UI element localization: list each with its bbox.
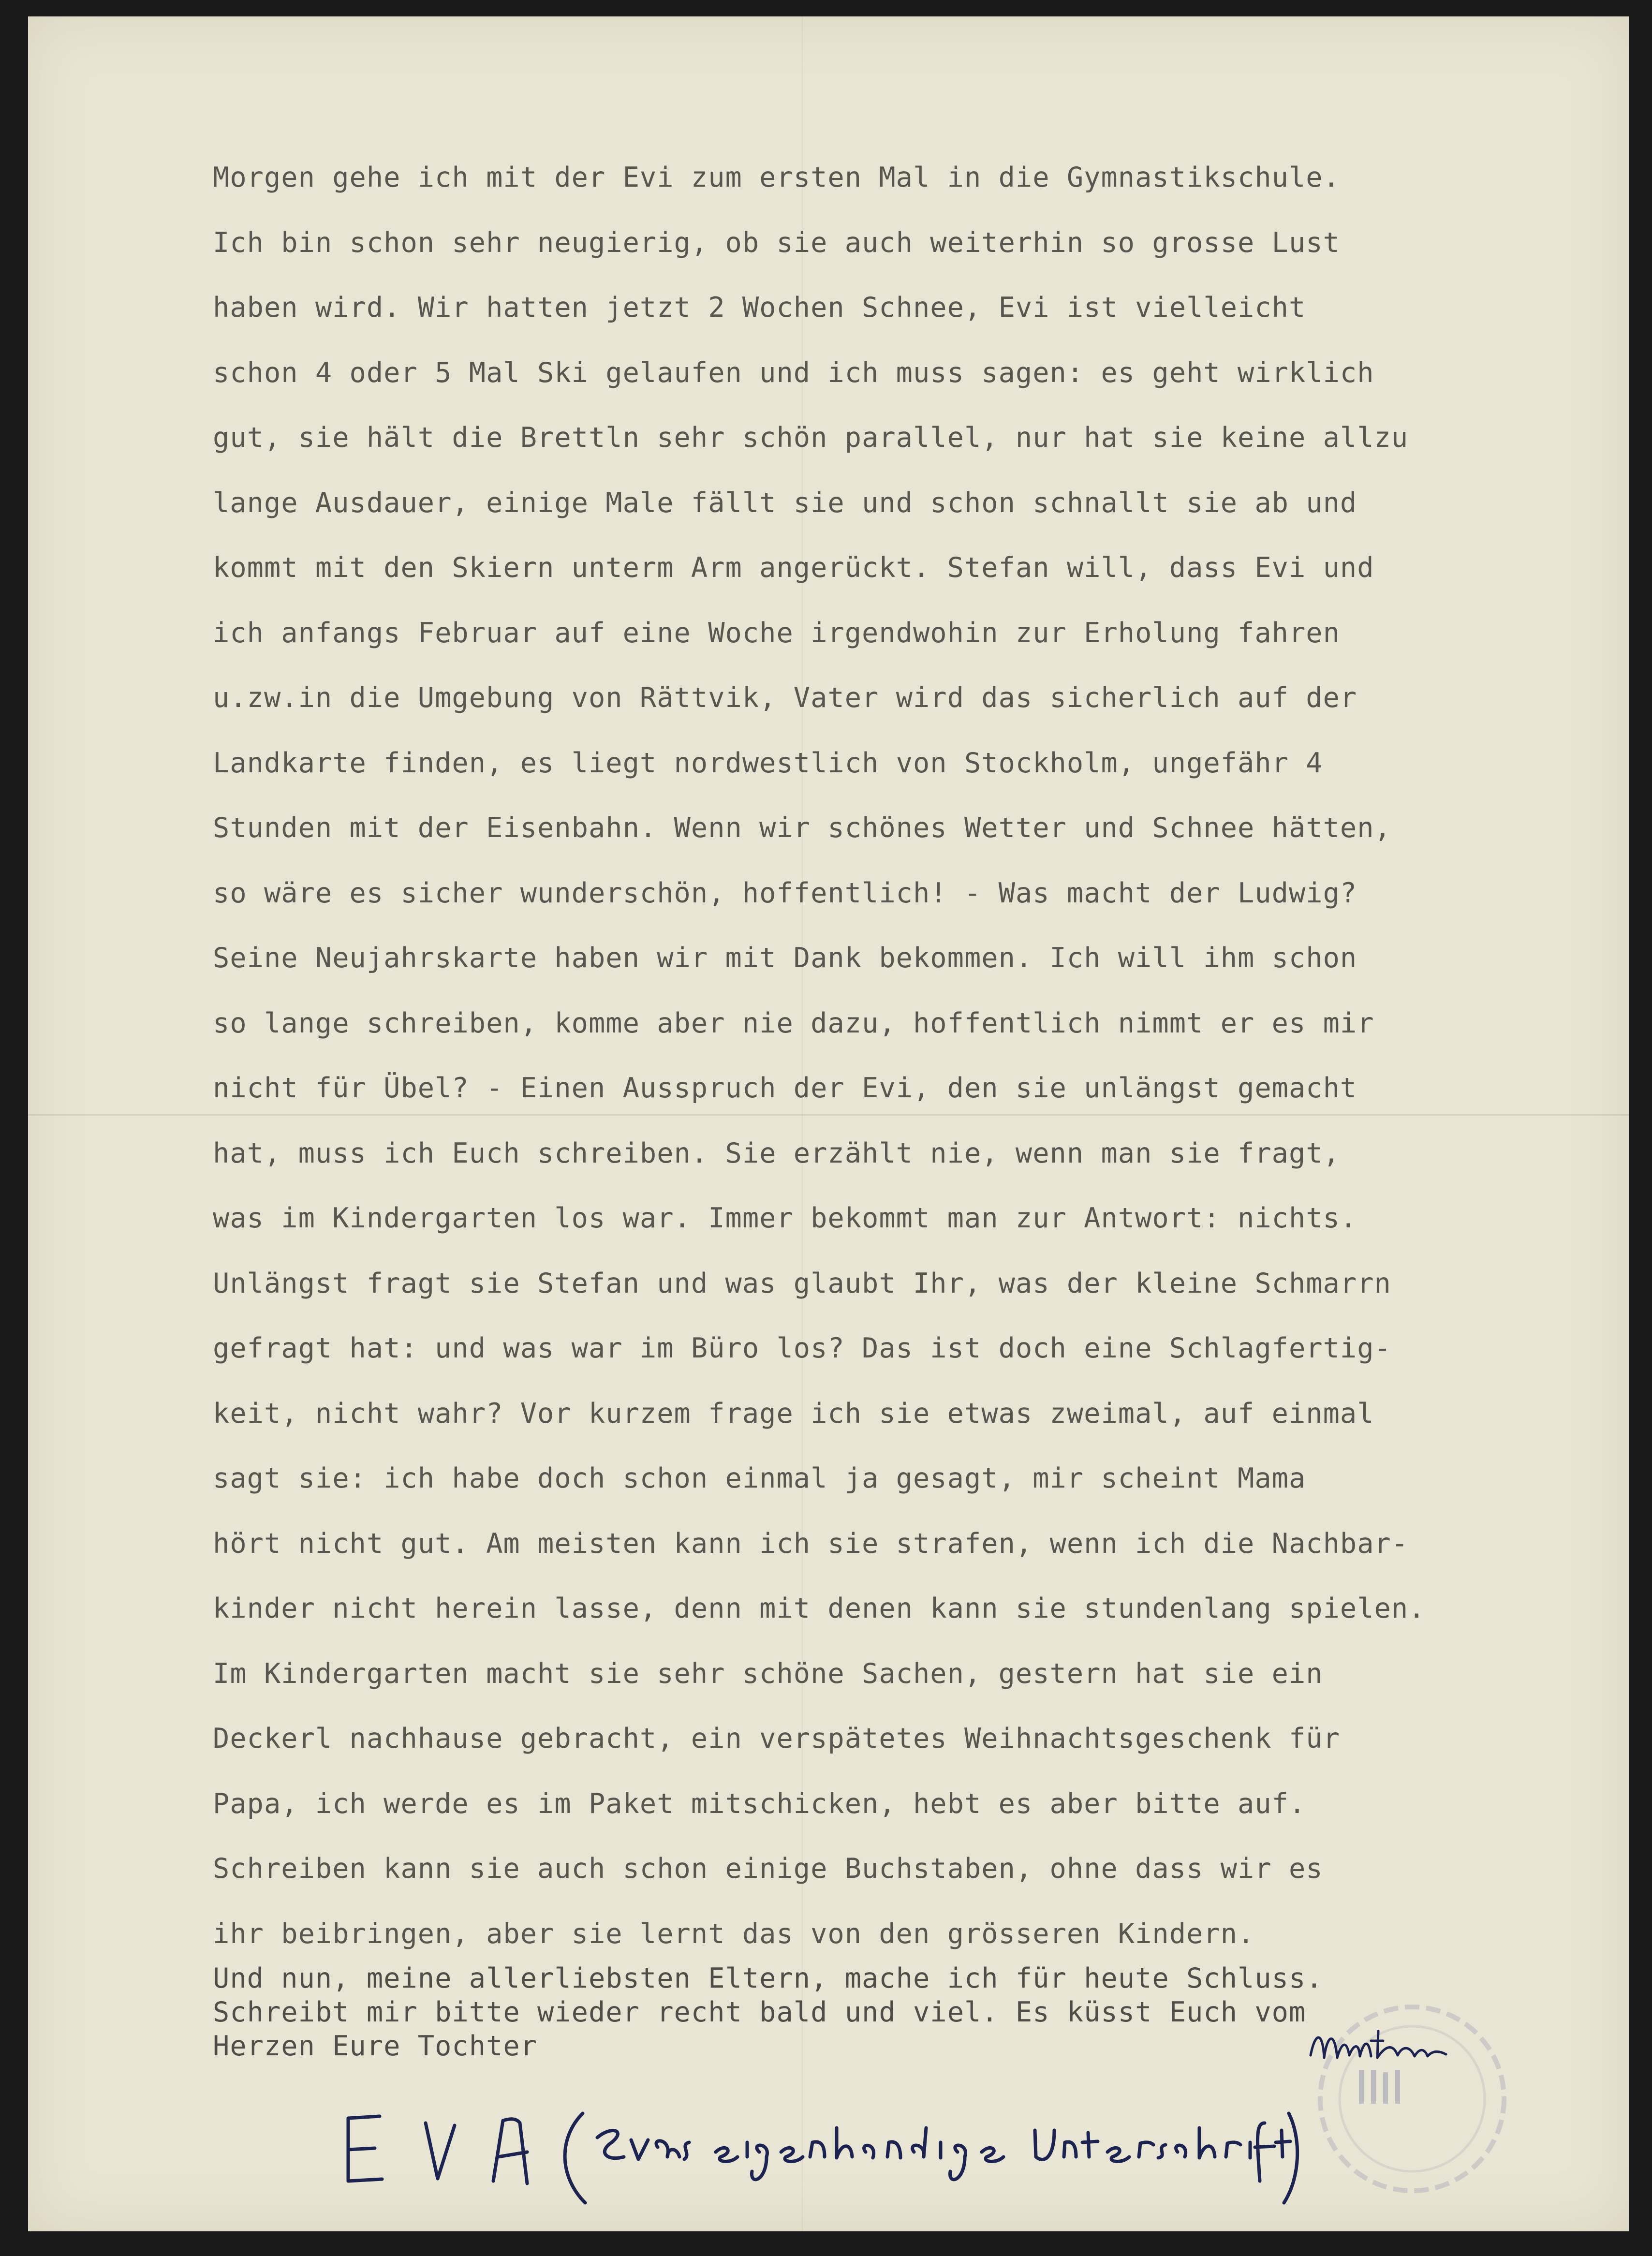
letter-line: kinder nicht herein lasse, denn mit denen kann sie stundenlang spielen. — [213, 1592, 1426, 1624]
letter-line: was im Kindergarten los war. Immer bekommt man zur Antwort: nichts. — [213, 1202, 1357, 1234]
letter-line: Deckerl nachhause gebracht, ein verspätetes Weihnachtsgeschenk für — [213, 1723, 1340, 1755]
letter-line: lange Ausdauer, einige Male fällt sie und schon schnallt sie ab und — [213, 487, 1357, 519]
letter-line: Im Kindergarten macht sie sehr schöne Sachen, gestern hat sie ein — [213, 1657, 1323, 1690]
letter-line: kommt mit den Skiern unterm Arm angerückt. Stefan will, dass Evi und — [213, 552, 1374, 584]
letter-line: Landkarte finden, es liegt nordwestlich von Stockholm, ungefähr 4 — [213, 747, 1323, 779]
letter-line: sagt sie: ich habe doch schon einmal ja gesagt, mir scheint Mama — [213, 1462, 1306, 1494]
letter-line: nicht für Übel? - Einen Ausspruch der Evi, den sie unlängst gemacht — [213, 1072, 1357, 1104]
archive-stamp — [1286, 1973, 1519, 2205]
letter-line: Seine Neujahrskarte haben wir mit Dank bekommen. Ich will ihm schon — [213, 942, 1357, 974]
handwritten-note — [334, 2084, 1301, 2210]
closing-line: Schreibt mir bitte wieder recht bald und viel. Es küsst Euch vom — [213, 1996, 1306, 2028]
letter-line: Schreiben kann sie auch schon einige Buchstaben, ohne dass wir es — [213, 1853, 1323, 1885]
closing-line: Herzen Eure Tochter — [213, 2030, 538, 2062]
letter-line: schon 4 oder 5 Mal Ski gelaufen und ich muss sagen: es geht wirklich — [213, 356, 1374, 389]
letter-line: haben wird. Wir hatten jetzt 2 Wochen Schnee, Evi ist vielleicht — [213, 292, 1306, 324]
letter-line: hat, muss ich Euch schreiben. Sie erzählt nie, wenn man sie fragt, — [213, 1137, 1340, 1169]
letter-line: ich anfangs Februar auf eine Woche irgendwohin zur Erholung fahren — [213, 617, 1340, 649]
letter-line: so lange schreiben, komme aber nie dazu, hoffentlich nimmt er es mir — [213, 1007, 1374, 1039]
letter-line: gut, sie hält die Brettln sehr schön parallel, nur hat sie keine allzu — [213, 422, 1409, 454]
letter-line: gefragt hat: und was war im Büro los? Das ist doch eine Schlagfertig- — [213, 1332, 1391, 1364]
closing-line: Und nun, meine allerliebsten Eltern, mache ich für heute Schluss. — [213, 1962, 1323, 1994]
letter-line: ihr beibringen, aber sie lernt das von den grösseren Kindern. — [213, 1917, 1255, 1950]
letter-line: keit, nicht wahr? Vor kurzem frage ich sie etwas zweimal, auf einmal — [213, 1397, 1374, 1430]
letter-line: so wäre es sicher wunderschön, hoffentlich! - Was macht der Ludwig? — [213, 877, 1357, 909]
letter-line: Papa, ich werde es im Paket mitschicken, hebt es aber bitte auf. — [213, 1787, 1306, 1820]
letter-line: Ich bin schon sehr neugierig, ob sie auch weiterhin so grosse Lust — [213, 226, 1340, 259]
typewritten-letter-body — [213, 145, 1615, 2063]
letter-line: u.zw.in die Umgebung von Rättvik, Vater wird das sicherlich auf der — [213, 682, 1357, 714]
letter-line: Morgen gehe ich mit der Evi zum ersten Mal in die Gymnastikschule. — [213, 162, 1340, 193]
letter-line: hört nicht gut. Am meisten kann ich sie strafen, wenn ich die Nachbar- — [213, 1527, 1409, 1560]
handwritten-signature — [1301, 2012, 1475, 2089]
letter-line: Stunden mit der Eisenbahn. Wenn wir schönes Wetter und Schnee hätten, — [213, 812, 1391, 844]
letter-line: Unlängst fragt sie Stefan und was glaubt Ihr, was der kleine Schmarrn — [213, 1267, 1391, 1299]
